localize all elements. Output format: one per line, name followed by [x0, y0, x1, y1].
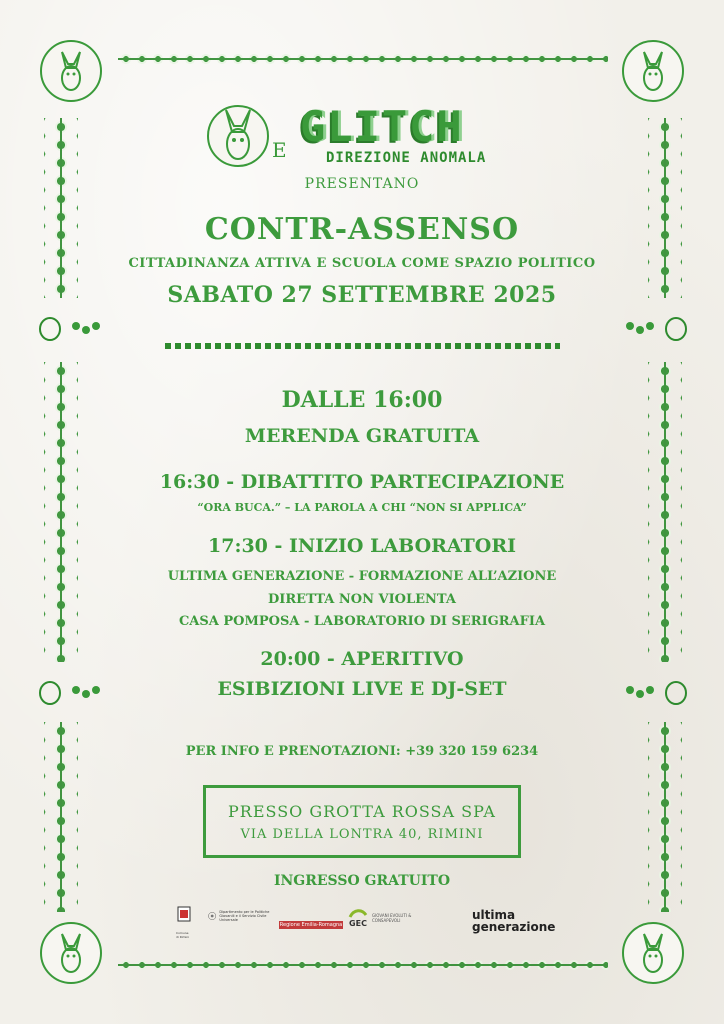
program-lab-line2: DIRETTA NON VIOLENTA [268, 592, 456, 607]
program-live: ESIBIZIONI LIVE E DJ-SET [217, 678, 507, 700]
jug-icon [620, 314, 690, 344]
jug-icon [36, 314, 106, 344]
left-vine-border-upper [44, 118, 78, 298]
right-vine-border-upper [648, 118, 682, 298]
venue-address: VIA DELLA LONTRA 40, RIMINI [240, 827, 484, 842]
program-lab-line3: CASA POMPOSA - LABORATORIO DI SERIGRAFIA [178, 614, 546, 629]
sponsor-logos [0, 905, 724, 945]
comune-logo: Comune di Rimini [176, 905, 192, 939]
program-lab-line1: ULTIMA GENERAZIONE - FORMAZIONE ALL’AZIONE [167, 569, 557, 584]
gec-wordmark: GEC [349, 919, 367, 928]
event-date: SABATO 27 SETTEMBRE 2025 [167, 282, 557, 308]
dipartimento-logo: Dipartimento per le Politiche Giovanili e il Servizio Civile Universale [208, 907, 274, 925]
program-labs: 17:30 - INIZIO LABORATORI [208, 535, 516, 557]
venue-box [203, 785, 521, 858]
program-aperitivo: 20:00 - APERITIVO [260, 648, 464, 670]
donkey-logo-icon [206, 104, 270, 168]
gec-logo: GEC GIOVANI EVOLUTI & CONSAPEVOLI [349, 912, 412, 928]
contact-info: PER INFO E PRENOTAZIONI: +39 320 159 6234 [185, 744, 539, 759]
program-debate: 16:30 - DIBATTITO PARTECIPAZIONE [159, 471, 565, 493]
program-snack: MERENDA GRATUITA [244, 425, 480, 447]
regione-logo: Regione Emilia-Romagna [279, 922, 343, 928]
program-start: DALLE 16:00 [281, 387, 443, 413]
program-debate-subtitle: “ORA BUCA.” – LA PAROLA A CHI “NON SI APPLICA” [197, 501, 527, 514]
venue-name: PRESSO GROTTA ROSSA SPA [228, 802, 496, 821]
connector-e: E [272, 138, 287, 162]
ultima-generazione-logo: ultima generazione [472, 908, 556, 934]
glitch-logo: GLITCH [300, 102, 464, 151]
donkey-icon [622, 40, 684, 102]
event-subtitle: CITTADINANZA ATTIVA E SCUOLA COME SPAZIO POLITICO [128, 256, 596, 271]
event-title: CONTR-ASSENSO [204, 212, 520, 247]
bottom-vine-border [118, 954, 608, 976]
donkey-icon [40, 40, 102, 102]
glitch-subtitle: DIREZIONE ANOMALA [326, 150, 487, 166]
top-vine-border [118, 48, 608, 70]
separator-line [165, 343, 560, 349]
entry-free: INGRESSO GRATUITO [273, 873, 451, 889]
presentano: PRESENTANO [304, 176, 420, 192]
